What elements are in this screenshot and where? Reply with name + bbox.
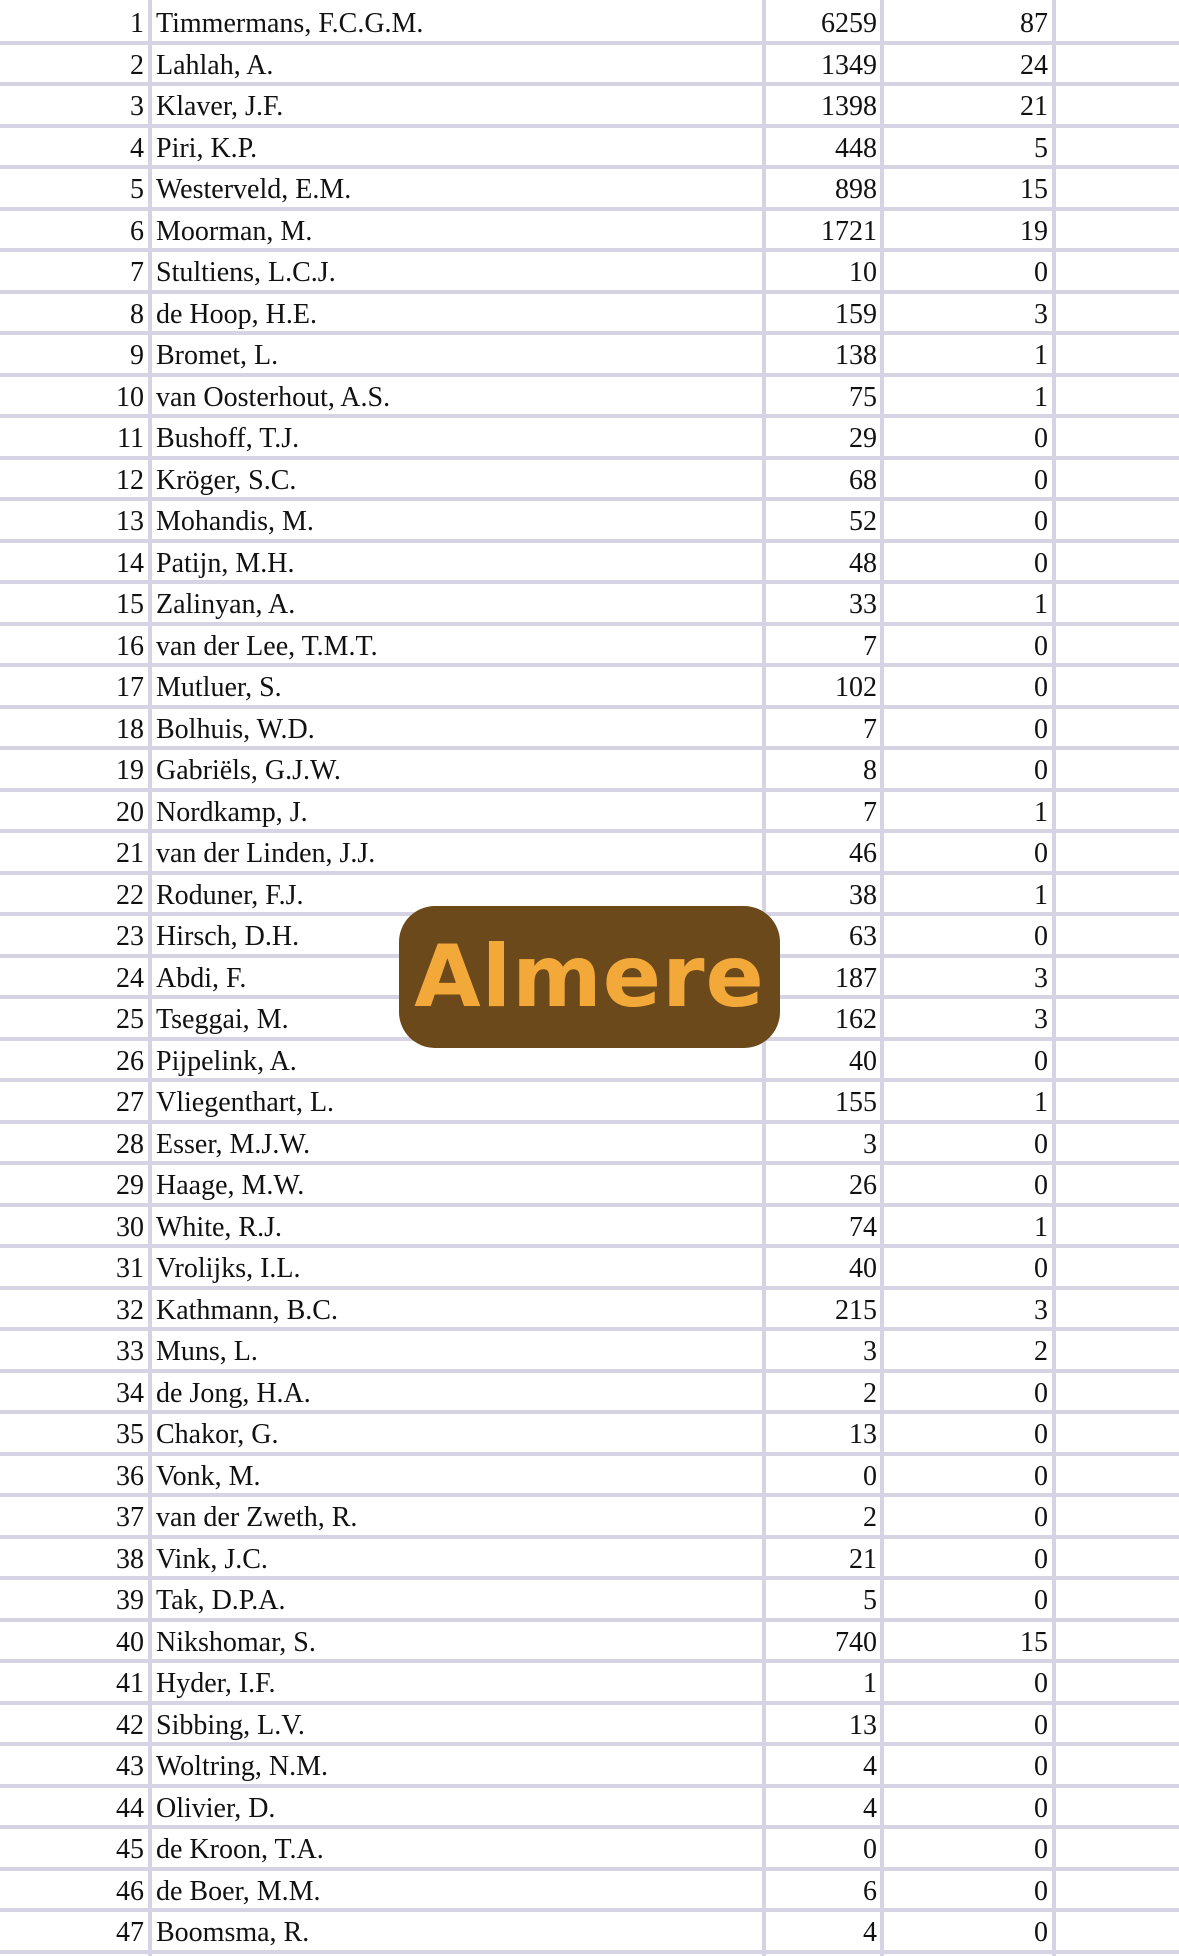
votes-value-cell[interactable]: 1398 [821,91,877,122]
votes-value-cell[interactable]: 13 [849,1419,877,1450]
row-number-cell[interactable]: 24 [116,962,144,994]
row-number-cell[interactable]: 4 [130,132,144,164]
votes-value-cell[interactable]: 5 [863,1585,877,1616]
candidate-name-cell[interactable]: Nikshomar, S. [156,1626,316,1658]
table-row[interactable] [0,1290,1179,1332]
row-number-cell[interactable]: 47 [116,1917,144,1948]
secondary-value-cell[interactable]: 1 [1034,1087,1048,1118]
row-number-cell[interactable]: 10 [116,381,144,413]
secondary-value-cell[interactable]: 1 [1034,879,1048,911]
secondary-value-cell[interactable]: 0 [1034,1502,1048,1533]
votes-value-cell[interactable]: 68 [849,464,877,496]
table-row[interactable] [0,1082,1179,1124]
row-number-cell[interactable]: 23 [116,921,144,952]
secondary-value-cell[interactable]: 0 [1034,1585,1048,1616]
secondary-value-cell[interactable]: 0 [1034,1668,1048,1699]
candidate-name-cell[interactable]: Sibbing, L.V. [156,1709,305,1741]
votes-value-cell[interactable]: 448 [835,132,877,164]
secondary-value-cell[interactable]: 15 [1020,1626,1048,1658]
votes-value-cell[interactable]: 74 [849,1211,877,1243]
candidate-name-cell[interactable]: Boomsma, R. [156,1917,310,1948]
votes-value-cell[interactable]: 1 [863,1668,877,1699]
candidate-name-cell[interactable]: Mohandis, M. [156,506,314,537]
secondary-value-cell[interactable]: 0 [1034,423,1048,454]
row-number-cell[interactable]: 41 [116,1668,144,1699]
row-number-cell[interactable]: 32 [116,1294,144,1326]
candidate-name-cell[interactable]: van der Lee, T.M.T. [156,630,378,662]
row-number-cell[interactable]: 30 [116,1211,144,1243]
secondary-value-cell[interactable]: 0 [1034,547,1048,579]
secondary-value-cell[interactable]: 0 [1034,1253,1048,1284]
row-number-cell[interactable]: 25 [116,1004,144,1035]
votes-value-cell[interactable]: 4 [863,1751,877,1782]
table-row[interactable] [0,128,1179,170]
candidate-name-cell[interactable]: Vink, J.C. [156,1543,268,1575]
row-number-cell[interactable]: 39 [116,1585,144,1616]
row-number-cell[interactable]: 34 [116,1377,144,1409]
secondary-value-cell[interactable]: 21 [1020,91,1048,122]
candidate-name-cell[interactable]: Haage, M.W. [156,1170,305,1201]
secondary-value-cell[interactable]: 2 [1034,1336,1048,1367]
secondary-value-cell[interactable]: 0 [1034,1709,1048,1741]
row-number-cell[interactable]: 6 [130,215,144,247]
secondary-value-cell[interactable]: 0 [1034,257,1048,288]
table-row[interactable] [0,1663,1179,1705]
secondary-value-cell[interactable]: 0 [1034,1045,1048,1077]
table-row[interactable] [0,45,1179,87]
secondary-value-cell[interactable]: 0 [1034,1377,1048,1409]
row-number-cell[interactable]: 21 [116,838,144,869]
secondary-value-cell[interactable]: 0 [1034,838,1048,869]
candidate-name-cell[interactable]: Zalinyan, A. [156,589,296,620]
votes-value-cell[interactable]: 7 [863,713,877,745]
secondary-value-cell[interactable]: 0 [1034,1170,1048,1201]
candidate-name-cell[interactable]: van der Zweth, R. [156,1502,358,1533]
table-row[interactable] [0,460,1179,502]
votes-value-cell[interactable]: 187 [835,962,877,994]
votes-value-cell[interactable]: 40 [849,1253,877,1284]
candidate-name-cell[interactable]: Lahlah, A. [156,49,274,81]
secondary-value-cell[interactable]: 1 [1034,381,1048,413]
votes-value-cell[interactable]: 155 [835,1087,877,1118]
candidate-name-cell[interactable]: Gabriëls, G.J.W. [156,755,341,786]
votes-value-cell[interactable]: 0 [863,1834,877,1865]
table-row[interactable] [0,833,1179,875]
row-number-cell[interactable]: 7 [130,257,144,288]
table-row[interactable] [0,1705,1179,1747]
table-row[interactable] [0,294,1179,336]
candidate-name-cell[interactable]: Klaver, J.F. [156,91,284,122]
city-label-badge [399,906,780,1048]
table-row[interactable] [0,626,1179,668]
table-row[interactable] [0,1829,1179,1871]
secondary-value-cell[interactable]: 5 [1034,132,1048,164]
table-row[interactable] [0,252,1179,294]
row-number-cell[interactable]: 36 [116,1460,144,1492]
table-row[interactable] [0,335,1179,377]
table-row[interactable] [0,1331,1179,1373]
votes-value-cell[interactable]: 48 [849,547,877,579]
candidate-name-cell[interactable]: Westerveld, E.M. [156,174,352,205]
table-row[interactable] [0,1497,1179,1539]
row-number-cell[interactable]: 15 [116,589,144,620]
secondary-value-cell[interactable]: 0 [1034,1543,1048,1575]
row-number-cell[interactable]: 13 [116,506,144,537]
votes-value-cell[interactable]: 4 [863,1792,877,1824]
votes-value-cell[interactable]: 75 [849,381,877,413]
secondary-value-cell[interactable]: 19 [1020,215,1048,247]
row-number-cell[interactable]: 28 [116,1128,144,1160]
table-row[interactable] [0,1788,1179,1830]
candidate-name-cell[interactable]: Tak, D.P.A. [156,1585,286,1616]
candidate-name-cell[interactable]: de Hoop, H.E. [156,298,317,330]
table-row[interactable] [0,543,1179,585]
candidate-name-cell[interactable]: Timmermans, F.C.G.M. [156,8,424,39]
votes-value-cell[interactable]: 3 [863,1336,877,1367]
row-number-cell[interactable]: 17 [116,672,144,703]
table-row[interactable] [0,667,1179,709]
secondary-value-cell[interactable]: 0 [1034,1419,1048,1450]
votes-value-cell[interactable]: 2 [863,1502,877,1533]
table-row[interactable] [0,709,1179,751]
table-row[interactable] [0,1165,1179,1207]
table-row[interactable] [0,1622,1179,1664]
table-row[interactable] [0,1248,1179,1290]
table-row[interactable] [0,1414,1179,1456]
candidate-name-cell[interactable]: de Jong, H.A. [156,1377,311,1409]
votes-value-cell[interactable]: 4 [863,1917,877,1948]
row-number-cell[interactable]: 46 [116,1875,144,1907]
votes-value-cell[interactable]: 2 [863,1377,877,1409]
secondary-value-cell[interactable]: 3 [1034,298,1048,330]
row-number-cell[interactable]: 33 [116,1336,144,1367]
row-number-cell[interactable]: 20 [116,796,144,828]
table-row[interactable] [0,86,1179,128]
row-number-cell[interactable]: 5 [130,174,144,205]
table-row[interactable] [0,1456,1179,1498]
candidate-name-cell[interactable]: Abdi, F. [156,962,247,994]
votes-value-cell[interactable]: 26 [849,1170,877,1201]
candidate-name-cell[interactable]: Chakor, G. [156,1419,279,1450]
candidate-name-cell[interactable]: Woltring, N.M. [156,1751,328,1782]
table-row[interactable] [0,1580,1179,1622]
candidate-name-cell[interactable]: Kathmann, B.C. [156,1294,338,1326]
row-number-cell[interactable]: 27 [116,1087,144,1118]
candidate-name-cell[interactable]: Piri, K.P. [156,132,258,164]
row-number-cell[interactable]: 26 [116,1045,144,1077]
candidate-name-cell[interactable]: Stultiens, L.C.J. [156,257,336,288]
secondary-value-cell[interactable]: 0 [1034,672,1048,703]
row-number-cell[interactable]: 16 [116,630,144,662]
votes-value-cell[interactable]: 0 [863,1460,877,1492]
table-row[interactable] [0,1746,1179,1788]
table-row[interactable] [0,1207,1179,1249]
candidate-name-cell[interactable]: de Kroon, T.A. [156,1834,324,1865]
secondary-value-cell[interactable]: 0 [1034,1751,1048,1782]
row-number-cell[interactable]: 3 [130,91,144,122]
candidate-name-cell[interactable]: Pijpelink, A. [156,1045,297,1077]
votes-value-cell[interactable]: 6 [863,1875,877,1907]
table-row[interactable] [0,1539,1179,1581]
secondary-value-cell[interactable]: 1 [1034,796,1048,828]
city-label-text: Almere [414,927,765,1027]
secondary-value-cell[interactable]: 0 [1034,1875,1048,1907]
votes-value-cell[interactable]: 159 [835,298,877,330]
table-row[interactable] [0,418,1179,460]
table-row[interactable] [0,792,1179,834]
votes-value-cell[interactable]: 7 [863,630,877,662]
secondary-value-cell[interactable]: 0 [1034,921,1048,952]
secondary-value-cell[interactable]: 0 [1034,1917,1048,1948]
secondary-value-cell[interactable]: 1 [1034,589,1048,620]
candidate-name-cell[interactable]: van der Linden, J.J. [156,838,376,869]
row-number-cell[interactable]: 11 [117,423,144,454]
secondary-value-cell[interactable]: 0 [1034,630,1048,662]
candidate-name-cell[interactable]: Moorman, M. [156,215,313,247]
candidate-name-cell[interactable]: Mutluer, S. [156,672,282,703]
row-number-cell[interactable]: 38 [116,1543,144,1575]
candidate-name-cell[interactable]: Roduner, F.J. [156,879,304,911]
row-number-cell[interactable]: 22 [116,879,144,911]
row-number-cell[interactable]: 14 [116,547,144,579]
votes-value-cell[interactable]: 13 [849,1709,877,1741]
votes-value-cell[interactable]: 38 [849,879,877,911]
votes-value-cell[interactable]: 162 [835,1004,877,1035]
votes-value-cell[interactable]: 3 [863,1128,877,1160]
secondary-value-cell[interactable]: 0 [1034,464,1048,496]
candidate-name-cell[interactable]: Vliegenthart, L. [156,1087,335,1118]
row-number-cell[interactable]: 1 [130,8,144,39]
row-number-cell[interactable]: 44 [116,1792,144,1824]
row-number-cell[interactable]: 42 [116,1709,144,1741]
votes-value-cell[interactable]: 102 [835,672,877,703]
secondary-value-cell[interactable]: 3 [1034,962,1048,994]
votes-value-cell[interactable]: 40 [849,1045,877,1077]
votes-value-cell[interactable]: 215 [835,1294,877,1326]
candidate-name-cell[interactable]: van Oosterhout, A.S. [156,381,391,413]
votes-value-cell[interactable]: 1349 [821,49,877,81]
candidate-name-cell[interactable]: de Boer, M.M. [156,1875,321,1907]
secondary-value-cell[interactable]: 3 [1034,1294,1048,1326]
votes-value-cell[interactable]: 1721 [821,215,877,247]
secondary-value-cell[interactable]: 24 [1020,49,1048,81]
row-number-cell[interactable]: 43 [116,1751,144,1782]
secondary-value-cell[interactable]: 87 [1020,8,1048,39]
votes-value-cell[interactable]: 29 [849,423,877,454]
candidate-name-cell[interactable]: White, R.J. [156,1211,282,1243]
table-row[interactable] [0,3,1179,45]
candidate-name-cell[interactable]: Olivier, D. [156,1792,276,1824]
candidate-name-cell[interactable]: Bolhuis, W.D. [156,713,315,745]
votes-value-cell[interactable]: 10 [849,257,877,288]
votes-value-cell[interactable]: 740 [835,1626,877,1658]
row-number-cell[interactable]: 40 [116,1626,144,1658]
votes-value-cell[interactable]: 8 [863,755,877,786]
secondary-value-cell[interactable]: 0 [1034,755,1048,786]
votes-value-cell[interactable]: 138 [835,340,877,371]
votes-value-cell[interactable]: 898 [835,174,877,205]
secondary-value-cell[interactable]: 0 [1034,1128,1048,1160]
secondary-value-cell[interactable]: 1 [1034,340,1048,371]
row-number-cell[interactable]: 9 [130,340,144,371]
votes-value-cell[interactable]: 63 [849,921,877,952]
votes-value-cell[interactable]: 46 [849,838,877,869]
votes-value-cell[interactable]: 33 [849,589,877,620]
row-number-cell[interactable]: 2 [130,49,144,81]
candidate-name-cell[interactable]: Vrolijks, I.L. [156,1253,301,1284]
table-row[interactable] [0,501,1179,543]
candidate-name-cell[interactable]: Kröger, S.C. [156,464,297,496]
row-number-cell[interactable]: 29 [116,1170,144,1201]
secondary-value-cell[interactable]: 15 [1020,174,1048,205]
row-number-cell[interactable]: 37 [116,1502,144,1533]
table-row[interactable] [0,211,1179,253]
row-number-cell[interactable]: 8 [130,298,144,330]
votes-value-cell[interactable]: 52 [849,506,877,537]
secondary-value-cell[interactable]: 0 [1034,713,1048,745]
secondary-value-cell[interactable]: 0 [1034,506,1048,537]
table-row[interactable] [0,750,1179,792]
row-number-cell[interactable]: 35 [116,1419,144,1450]
candidate-name-cell[interactable]: Vonk, M. [156,1460,261,1492]
row-number-cell[interactable]: 31 [116,1253,144,1284]
votes-value-cell[interactable]: 7 [863,796,877,828]
candidate-name-cell[interactable]: Nordkamp, J. [156,796,308,828]
table-row[interactable] [0,1871,1179,1913]
table-row[interactable] [0,169,1179,211]
secondary-value-cell[interactable]: 3 [1034,1004,1048,1035]
candidate-name-cell[interactable]: Tseggai, M. [156,1004,289,1035]
candidate-name-cell[interactable]: Muns, L. [156,1336,258,1367]
votes-value-cell[interactable]: 6259 [821,8,877,39]
row-number-cell[interactable]: 18 [116,713,144,745]
table-row[interactable] [0,1124,1179,1166]
secondary-value-cell[interactable]: 1 [1034,1211,1048,1243]
table-row[interactable] [0,377,1179,419]
candidate-name-cell[interactable]: Hyder, I.F. [156,1668,276,1699]
votes-value-cell[interactable]: 21 [849,1543,877,1575]
row-number-cell[interactable]: 12 [116,464,144,496]
secondary-value-cell[interactable]: 0 [1034,1460,1048,1492]
secondary-value-cell[interactable]: 0 [1034,1792,1048,1824]
candidate-name-cell[interactable]: Bromet, L. [156,340,279,371]
row-number-cell[interactable]: 45 [116,1834,144,1865]
candidate-name-cell[interactable]: Bushoff, T.J. [156,423,300,454]
candidate-name-cell[interactable]: Hirsch, D.H. [156,921,300,952]
secondary-value-cell[interactable]: 0 [1034,1834,1048,1865]
candidate-name-cell[interactable]: Esser, M.J.W. [156,1128,311,1160]
candidate-name-cell[interactable]: Patijn, M.H. [156,547,295,579]
table-row[interactable] [0,1373,1179,1415]
table-row[interactable] [0,584,1179,626]
row-number-cell[interactable]: 19 [116,755,144,786]
table-row[interactable] [0,1912,1179,1954]
